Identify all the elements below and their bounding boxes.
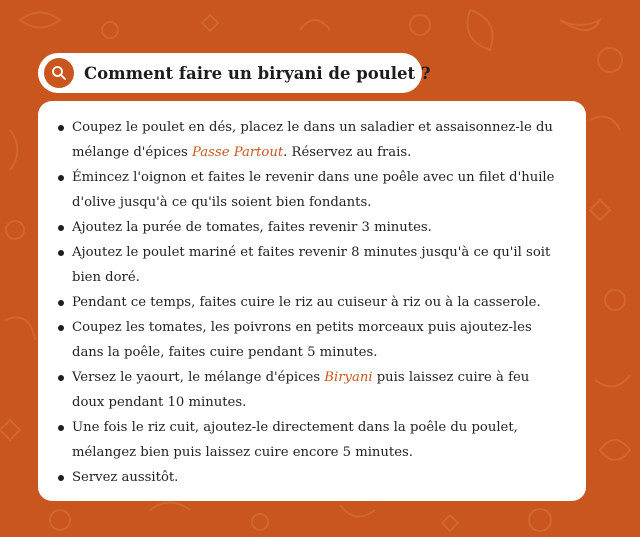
- bullet-icon: [58, 125, 64, 131]
- list-item: Pendant ce temps, faites cuire le riz au cuiseur à riz ou à la casserole.: [58, 290, 564, 315]
- list-item: Servez aussitôt.: [58, 465, 564, 490]
- list-item: Ajoutez le poulet mariné et faites revenir 8 minutes jusqu'à ce qu'il soit bien doré.: [58, 240, 564, 290]
- bullet-icon: [58, 425, 64, 431]
- list-item: Coupez le poulet en dés, placez le dans un saladier et assaisonnez-le du mélange d'épices Passe Partout. Réservez au frais.: [58, 115, 564, 165]
- search-icon[interactable]: [44, 58, 74, 88]
- bullet-icon: [58, 475, 64, 481]
- instructions-card: [38, 101, 586, 501]
- spice-link-passe-partout[interactable]: Passe Partout: [192, 145, 284, 160]
- bullet-icon: [58, 175, 64, 181]
- list-item: Une fois le riz cuit, ajoutez-le directement dans la poêle du poulet, mélangez bien puis laissez cuire encore 5 minutes.: [58, 415, 564, 465]
- steps-list: [58, 115, 564, 490]
- list-item: Coupez les tomates, les poivrons en petits morceaux puis ajoutez-les dans la poêle, faites cuire pendant 5 minutes.: [58, 315, 564, 365]
- bullet-icon: [58, 300, 64, 306]
- spice-link-biryani[interactable]: Biryani: [324, 370, 373, 385]
- list-item: Ajoutez la purée de tomates, faites revenir 3 minutes.: [58, 215, 564, 240]
- page-title: Comment faire un biryani de poulet ?: [84, 63, 431, 83]
- list-item: Émincez l'oignon et faites le revenir dans une poêle avec un filet d'huile d'olive jusqu'à ce qu'ils soient bien fondants.: [58, 165, 564, 215]
- bullet-icon: [58, 375, 64, 381]
- bullet-icon: [58, 225, 64, 231]
- bullet-icon: [58, 325, 64, 331]
- title-bar: [38, 53, 431, 93]
- bullet-icon: [58, 250, 64, 256]
- list-item: Versez le yaourt, le mélange d'épices Biryani puis laissez cuire à feu doux pendant 10 minutes.: [58, 365, 564, 415]
